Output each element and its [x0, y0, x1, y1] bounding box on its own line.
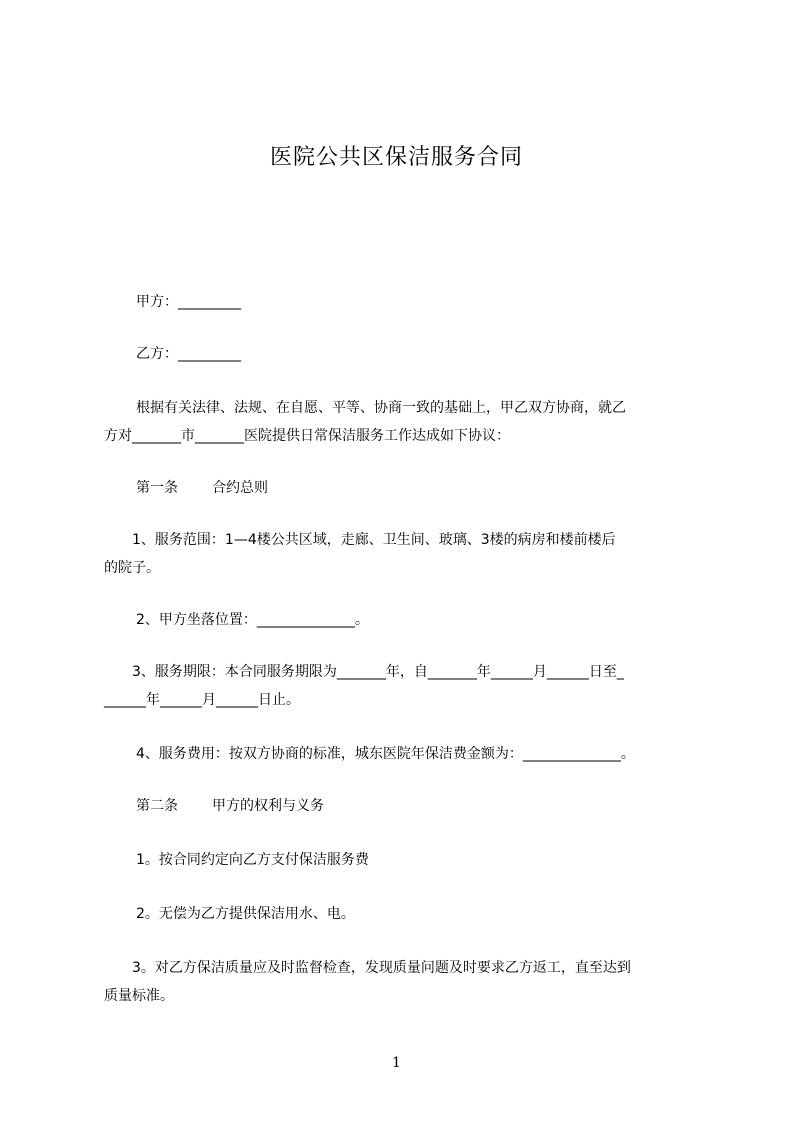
clause-2-1: 1。按合同约定向乙方支付保洁服务费	[136, 852, 369, 868]
clause-1-1	[104, 526, 704, 582]
preamble-paragraph	[104, 394, 704, 450]
clause-2-2: 2。无偿为乙方提供保洁用水、电。	[136, 906, 355, 922]
article-2-title: 甲方的权利与义务	[212, 798, 324, 814]
clause-1-3-line-2: ______年______月______日止。	[104, 692, 300, 708]
clause-1-1-line-2: 的院子。	[104, 560, 160, 576]
clause-2-3-line-1: 3。对乙方保洁质量应及时监督检查，发现质量问题及时要求乙方返工，直至达到	[132, 960, 631, 976]
article-1-heading	[136, 474, 268, 502]
article-2-heading	[136, 792, 324, 820]
article-2-number: 第二条	[136, 798, 178, 814]
clause-2-3-line-2: 质量标准。	[104, 988, 174, 1004]
preamble-line-1: 根据有关法律、法规、在自愿、平等、协商一致的基础上，甲乙双方协商，就乙	[136, 400, 626, 416]
preamble-line-2: 方对_______市_______医院提供日常保洁服务工作达成如下协议：	[104, 428, 510, 444]
article-1-number: 第一条	[136, 480, 178, 496]
clause-1-3	[104, 658, 704, 714]
clause-1-3-line-1: 3、服务期限：本合同服务期限为_______年，自_______年______月______日至_	[132, 664, 624, 680]
clause-1-2: 2、甲方坐落位置：______________。	[136, 612, 369, 628]
page-number: 1	[392, 1055, 401, 1071]
clause-2-3	[104, 954, 704, 1010]
article-1-title: 合约总则	[212, 480, 268, 496]
party-b-line: 乙方：_________	[136, 346, 241, 362]
clause-1-1-line-1: 1、服务范围：1—4楼公共区域，走廊、卫生间、玻璃、3楼的病房和楼前楼后	[132, 532, 616, 548]
document-title: 医院公共区保洁服务合同	[269, 145, 523, 170]
party-a-line: 甲方：_________	[136, 294, 241, 310]
clause-1-4: 4、服务费用：按双方协商的标准，城东医院年保洁费金额为：______________。	[136, 746, 635, 762]
